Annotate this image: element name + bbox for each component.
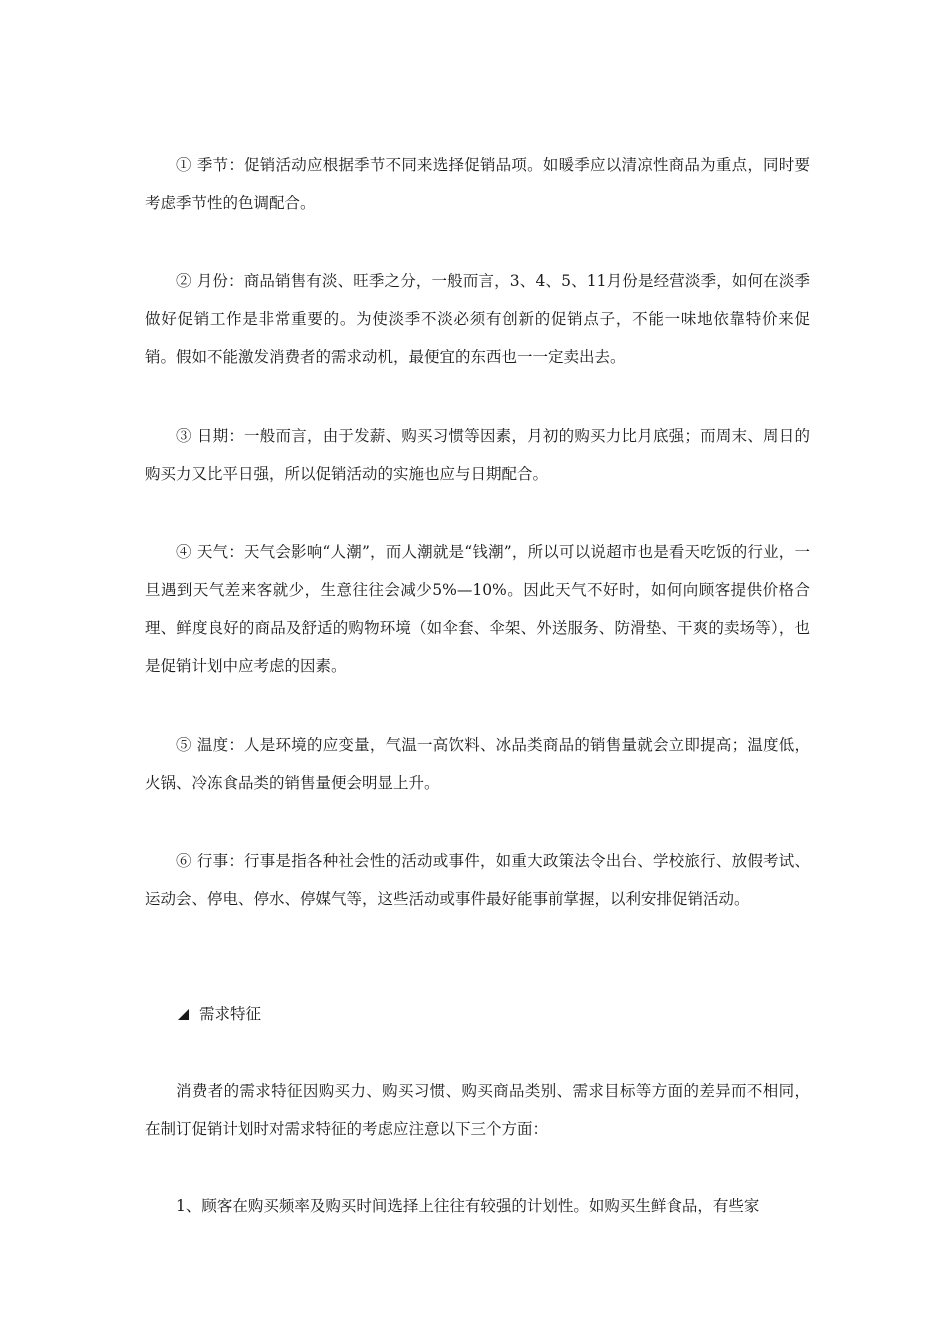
section-heading bbox=[178, 995, 261, 1033]
paragraph-item-1: 1、顾客在购买频率及购买时间选择上往往有较强的计划性。如购买生鲜食品，有些家 bbox=[176, 1197, 760, 1215]
paragraph-month: ② 月份：商品销售有淡、旺季之分，一般而言，3、4、5、11月份是经营淡季，如何在淡季做好促销工作是非常重要的。为使淡季不淡必须有创新的促销点子，不能一味地依靠特价来促销。假如不能激发消费者的需求动机，最便宜的东西也一一定卖出去。 bbox=[145, 272, 810, 366]
paragraph-temperature: ⑤ 温度：人是环境的应变量，气温一高饮料、冰品类商品的销售量就会立即提高；温度低，火锅、冷冻食品类的销售量便会明显上升。 bbox=[145, 736, 810, 792]
paragraph-demand-intro: 消费者的需求特征因购买力、购买习惯、购买商品类别、需求目标等方面的差异而不相同，在制订促销计划时对需求特征的考虑应注意以下三个方面： bbox=[145, 1082, 810, 1138]
paragraph-weather: ④ 天气：天气会影响“人潮”，而人潮就是“钱潮”，所以可以说超市也是看天吃饭的行业，一旦遇到天气差来客就少，生意往往会减少5%—10%。因此天气不好时，如何向顾客提供价格合理、鲜度良好的商品及舒适的购物环境（如伞套、伞架、外送服务、防滑垫、干爽的卖场等），也是促销计划中应考虑的因素。 bbox=[145, 543, 810, 675]
paragraph-season: ① 季节：促销活动应根据季节不同来选择促销品项。如暖季应以清凉性商品为重点，同时要考虑季节性的色调配合。 bbox=[145, 156, 810, 212]
triangle-icon bbox=[178, 1009, 189, 1020]
paragraph-date: ③ 日期：一般而言，由于发薪、购买习惯等因素，月初的购买力比月底强；而周末、周日的购买力又比平日强，所以促销活动的实施也应与日期配合。 bbox=[145, 427, 810, 483]
section-title: 需求特征 bbox=[199, 1005, 262, 1023]
paragraph-events: ⑥ 行事：行事是指各种社会性的活动或事件，如重大政策法令出台、学校旅行、放假考试、运动会、停电、停水、停媒气等，这些活动或事件最好能事前掌握，以利安排促销活动。 bbox=[145, 852, 810, 908]
